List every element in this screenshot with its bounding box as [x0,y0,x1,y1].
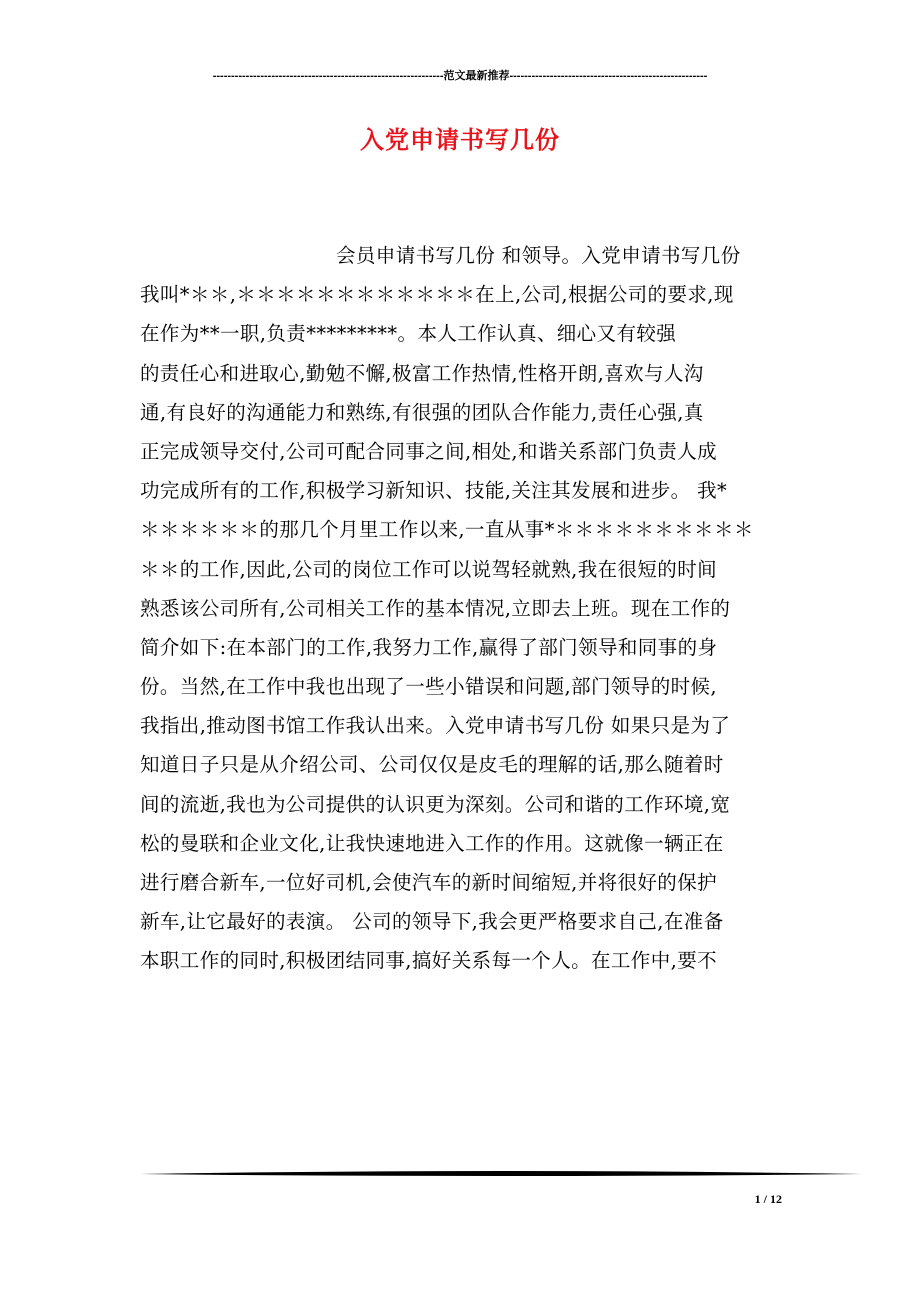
body-line: 松的曼联和企业文化,让我快速地进入工作的作用。这就像一辆正在 [140,831,724,855]
body-line: 在作为**一职,负责*********。本人工作认真、细心又有较强 [140,322,677,346]
footer-divider [140,1170,862,1178]
document-title: 入党申请书写几份 [360,125,560,154]
body-line: ＊＊的工作,因此,公司的岗位工作可以说驾轻就熟,我在很短的时间 [140,557,717,581]
body-line: 我指出,推动图书馆工作我认出来。入党申请书写几份 如果只是为了 [140,714,731,738]
body-line: 新车,让它最好的表演。 公司的领导下,我会更严格要求自己,在准备 [140,910,724,934]
body-line: 正完成领导交付,公司可配合同事之间,相处,和谐关系部门负责人成 [140,439,717,463]
body-line: 我叫*＊＊,＊＊＊＊＊＊＊＊＊＊＊＊在上,公司,根据公司的要求,现 [140,283,734,307]
body-line: 功完成所有的工作,积极学习新知识、技能,关注其发展和进步。 我* [140,479,728,503]
body-line: 进行磨合新车,一位好司机,会使汽车的新时间缩短,并将很好的保护 [140,871,717,894]
body-line: ＊＊＊＊＊＊的那几个月里工作以来,一直从事*＊＊＊＊＊＊＊＊＊＊ [140,518,754,542]
body-line: 会员申请书写几份 和领导。入党申请书写几份 [336,244,741,267]
body-line: 份。当然,在工作中我也出现了一些小错误和问题,部门领导的时候, [140,675,717,699]
body-line: 知道日子只是从介绍公司、公司仅仅是皮毛的理解的话,那么随着时 [140,753,724,777]
page-indicator: 1 / 12 [754,1192,782,1206]
body-line: 熟悉该公司所有,公司相关工作的基本情况,立即去上班。现在工作的 [140,596,731,620]
document-body [140,236,790,981]
body-line: 简介如下:在本部门的工作,我努力工作,赢得了部门领导和同事的身 [140,635,718,659]
body-line: 通,有良好的沟通能力和熟练,有很强的团队合作能力,责任心强,真 [140,400,704,424]
body-line: 间的流逝,我也为公司提供的认识更为深刻。公司和谐的工作环境,宽 [140,792,731,816]
body-line: 本职工作的同时,积极团结同事,搞好关系每一个人。在工作中,要不 [140,949,717,973]
header-banner: ---------------------------------------------------------------范文最新推荐------------------------------------------------------ [212,70,708,82]
body-line: 的责任心和进取心,勤勉不懈,极富工作热情,性格开朗,喜欢与人沟 [140,361,704,385]
